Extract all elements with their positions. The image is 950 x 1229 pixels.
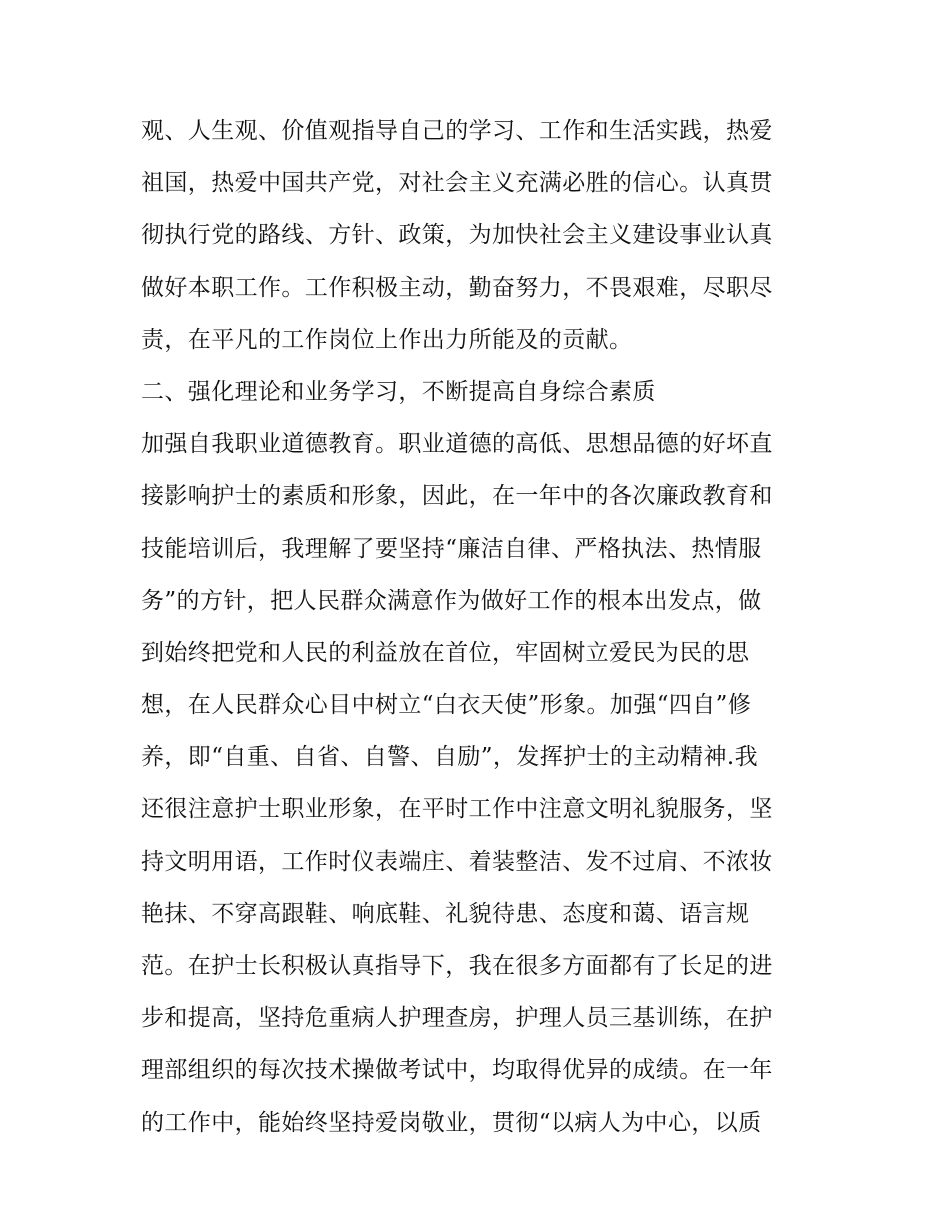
text-line: 步和提高，坚持危重病人护理查房，护理人员三基训练，在护 — [141, 1005, 773, 1032]
body-text — [141, 105, 821, 1149]
text-line: 观、人生观、价值观指导自己的学习、工作和生活实践，热爱 — [141, 118, 773, 144]
text-line: 彻执行党的路线、方针、政策，为加快社会主义建设事业认真 — [141, 222, 773, 249]
text-line: 务”的方针，把人民群众满意作为做好工作的根本出发点，做 — [141, 587, 762, 614]
text-line: 技能培训后，我理解了要坚持“廉洁自律、严格执法、热情服 — [141, 535, 762, 562]
text-line: 还很注意护士职业形象，在平时工作中注意文明礼貌服务，坚 — [141, 796, 773, 823]
text-line: 理部组织的每次技术操做考试中，均取得优异的成绩。在一年 — [141, 1057, 773, 1084]
text-line: 持文明用语，工作时仪表端庄、着装整洁、发不过肩、不浓妆 — [141, 848, 773, 875]
text-line: 到始终把党和人民的利益放在首位，牢固树立爱民为民的思 — [141, 639, 750, 666]
text-line: 做好本职工作。工作积极主动，勤奋努力，不畏艰难，尽职尽 — [141, 274, 773, 301]
section-heading: 二、强化理论和业务学习，不断提高自身综合素质 — [141, 378, 656, 405]
text-line: 艳抹、不穿高跟鞋、响底鞋、礼貌待患、态度和蔼、语言规 — [141, 900, 750, 927]
text-line: 想，在人民群众心目中树立“白衣天使”形象。加强“四自”修 — [141, 692, 752, 719]
text-line: 养，即“自重、自省、自警、自励”，发挥护士的主动精神.我 — [141, 744, 759, 771]
text-line: 责，在平凡的工作岗位上作出力所能及的贡献。 — [141, 326, 633, 353]
text-line: 加强自我职业道德教育。职业道德的高低、思想品德的好坏直 — [141, 431, 773, 458]
text-line: 祖国，热爱中国共产党，对社会主义充满必胜的信心。认真贯 — [141, 170, 773, 197]
text-line: 的工作中，能始终坚持爱岗敬业，贯彻“以病人为中心，以质 — [141, 1109, 762, 1136]
text-line: 接影响护士的素质和形象，因此，在一年中的各次廉政教育和 — [141, 483, 773, 510]
text-line: 范。在护士长积极认真指导下，我在很多方面都有了长足的进 — [141, 953, 773, 979]
